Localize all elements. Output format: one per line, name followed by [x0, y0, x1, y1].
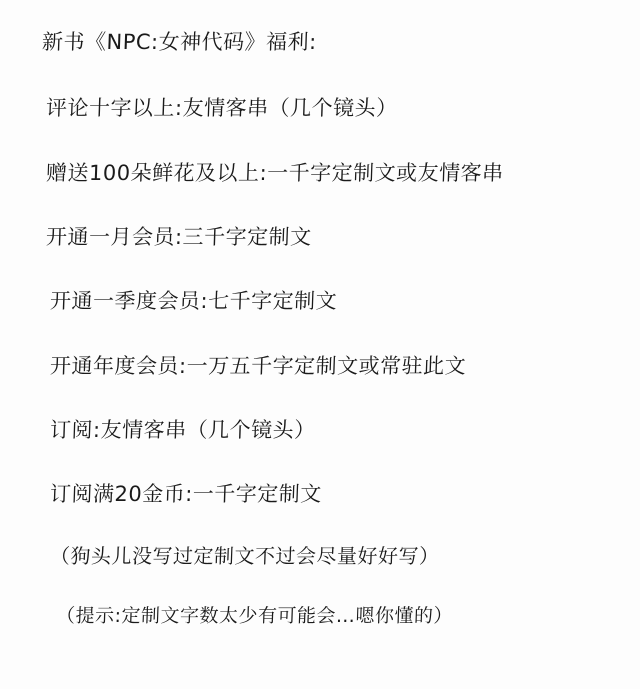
reward-line-monthly-vip: 开通一月会员:三千字定制文 — [45, 225, 313, 250]
reward-line-flowers: 赠送100朵鲜花及以上:一千字定制文或友情客串 — [45, 160, 505, 185]
document-title: 新书《NPC:女神代码》福利: — [41, 30, 318, 54]
reward-line-quarterly-vip: 开通一季度会员:七千字定制文 — [49, 289, 338, 314]
reward-line-subscribe-coins: 订阅满20金币:一千字定制文 — [49, 482, 323, 507]
note-author: （狗头儿没写过定制文不过会尽量好好写） — [49, 543, 440, 568]
note-tip: （提示:定制文字数太少有可能会…嗯你懂的） — [55, 604, 454, 627]
reward-line-yearly-vip: 开通年度会员:一万五千字定制文或常驻此文 — [49, 353, 467, 378]
reward-line-subscribe: 订阅:友情客串（几个镜头） — [49, 418, 317, 443]
reward-line-comment: 评论十字以上:友情客串（几个镜头） — [45, 96, 399, 121]
